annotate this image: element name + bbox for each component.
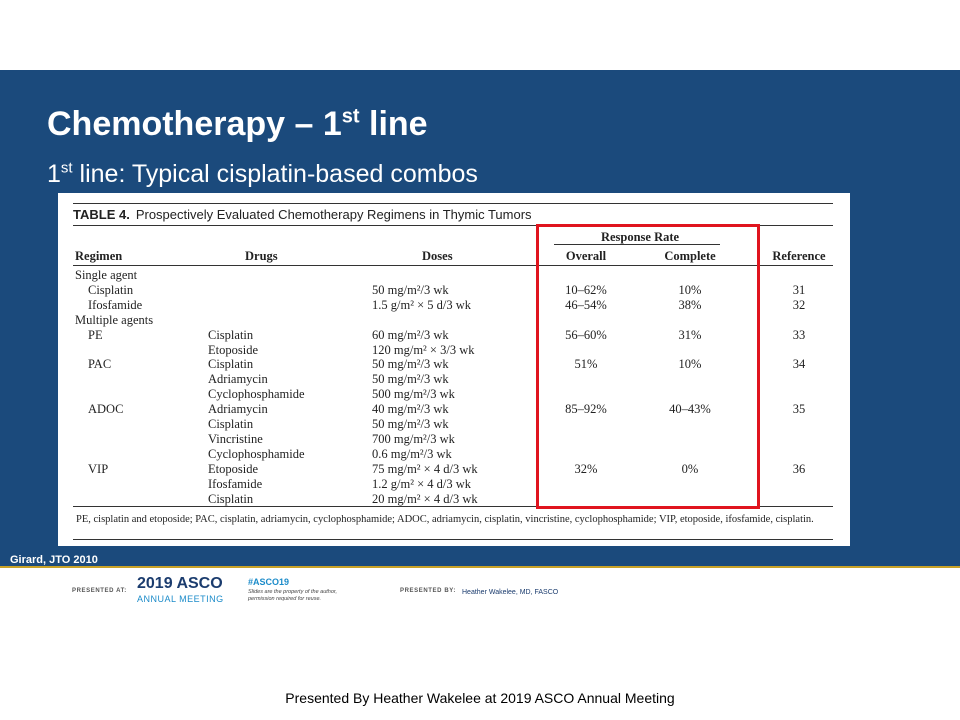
slide-subtitle: 1st line: Typical cisplatin-based combos [47, 159, 478, 188]
cell-dose: 50 mg/m²/3 wk [372, 417, 449, 431]
cell-drug: Cyclophosphamide [208, 387, 305, 402]
cell-overall: 10–62% [565, 282, 607, 297]
cell-complete: 38% [678, 297, 702, 312]
hashtag: #ASCO19 [248, 577, 290, 587]
presented-at-label: PRESENTED AT: [72, 588, 127, 594]
cell-dose: 500 mg/m²/3 wk [372, 387, 455, 402]
cell-dose: 50 mg/m²/3 wk [372, 282, 449, 297]
cell-regimen: Multiple agents [75, 312, 154, 327]
header-doses: Doses [422, 249, 453, 263]
cell-complete: 10% [678, 282, 702, 297]
slide-title: Chemotherapy – 1st line [47, 105, 428, 143]
cell-regimen: Single agent [75, 268, 138, 282]
table-caption: TABLE 4. Prospectively Evaluated Chemotherapy Regimens in Thymic Tumors [73, 207, 532, 222]
cell-drug: Cisplatin [208, 417, 254, 431]
cell-dose: 40 mg/m²/3 wk [372, 402, 449, 417]
cell-dose: 700 mg/m²/3 wk [372, 431, 455, 446]
cell-reference: 31 [792, 282, 806, 297]
presented-by-label: PRESENTED BY: [400, 588, 457, 594]
cell-complete: 40–43% [669, 402, 711, 417]
cell-overall: 51% [574, 357, 598, 372]
table-rule-top [73, 203, 833, 204]
cell-regimen: ADOC [88, 402, 124, 417]
cell-dose: 0.6 mg/m²/3 wk [372, 446, 452, 461]
header-complete: Complete [664, 249, 716, 263]
header-response-rate: Response Rate [600, 230, 680, 244]
header-regimen: Regimen [75, 249, 123, 263]
cell-overall: 32% [574, 461, 598, 476]
cell-complete: 10% [678, 357, 702, 372]
cell-regimen: Ifosfamide [88, 297, 143, 312]
cell-dose: 20 mg/m² × 4 d/3 wk [372, 491, 478, 506]
divider-line [0, 566, 960, 568]
cell-overall: 46–54% [565, 297, 607, 312]
header-reference: Reference [772, 249, 826, 263]
citation: Girard, JTO 2010 [10, 554, 98, 566]
cell-dose: 1.2 g/m² × 4 d/3 wk [372, 476, 471, 491]
header-overall: Overall [565, 249, 607, 263]
cell-drug: Etoposide [208, 342, 258, 357]
cell-drug: Vincristine [208, 431, 263, 446]
presenter-name: Heather Wakelee, MD, FASCO [462, 589, 559, 596]
cell-drug: Cisplatin [208, 491, 254, 506]
cell-dose: 1.5 g/m² × 5 d/3 wk [372, 297, 471, 312]
response-rate-highlight [536, 224, 760, 509]
asco-logo: 2019 ASCO [137, 575, 223, 592]
cell-drug: Cisplatin [208, 327, 254, 342]
cell-reference: 35 [792, 402, 806, 417]
cell-complete: 0% [681, 461, 699, 476]
table-rule-end [73, 539, 833, 540]
cell-regimen: Cisplatin [88, 282, 134, 297]
cell-dose: 50 mg/m²/3 wk [372, 372, 449, 387]
cell-drug: Cyclophosphamide [208, 446, 305, 461]
bottom-caption: Presented By Heather Wakelee at 2019 ASCO Annual Meeting [285, 690, 675, 706]
cell-dose: 120 mg/m² × 3/3 wk [372, 342, 475, 357]
asco-meeting-label: ANNUAL MEETING [137, 594, 224, 604]
cell-regimen: VIP [88, 461, 109, 476]
cell-regimen: PAC [88, 357, 112, 372]
cell-overall: 56–60% [565, 327, 607, 342]
cell-drug: Etoposide [208, 461, 258, 476]
cell-dose: 75 mg/m² × 4 d/3 wk [372, 461, 478, 476]
table-footnote: PE, cisplatin and etoposide; PAC, cisplatin, adriamycin, cyclophosphamide; ADOC, adriamycin, cisplatin, vincristine, cyclophosphamide; VIP, etoposide, ifosfamide, cisplatin. [76, 514, 814, 525]
cell-drug: Ifosfamide [208, 476, 263, 491]
cell-dose: 50 mg/m²/3 wk [372, 357, 449, 372]
cell-dose: 60 mg/m²/3 wk [372, 327, 449, 342]
cell-reference: 33 [792, 327, 806, 342]
cell-overall: 85–92% [565, 402, 607, 417]
cell-reference: 36 [792, 461, 806, 476]
cell-drug: Adriamycin [208, 402, 268, 417]
cell-regimen: PE [88, 327, 103, 342]
cell-reference: 34 [792, 357, 806, 372]
reuse-notice: Slides are the property of the author, permission required for reuse. [248, 589, 337, 602]
header-drugs: Drugs [245, 249, 278, 263]
cell-complete: 31% [678, 327, 702, 342]
cell-drug: Cisplatin [208, 357, 254, 372]
cell-drug: Adriamycin [208, 372, 268, 387]
cell-reference: 32 [792, 297, 806, 312]
